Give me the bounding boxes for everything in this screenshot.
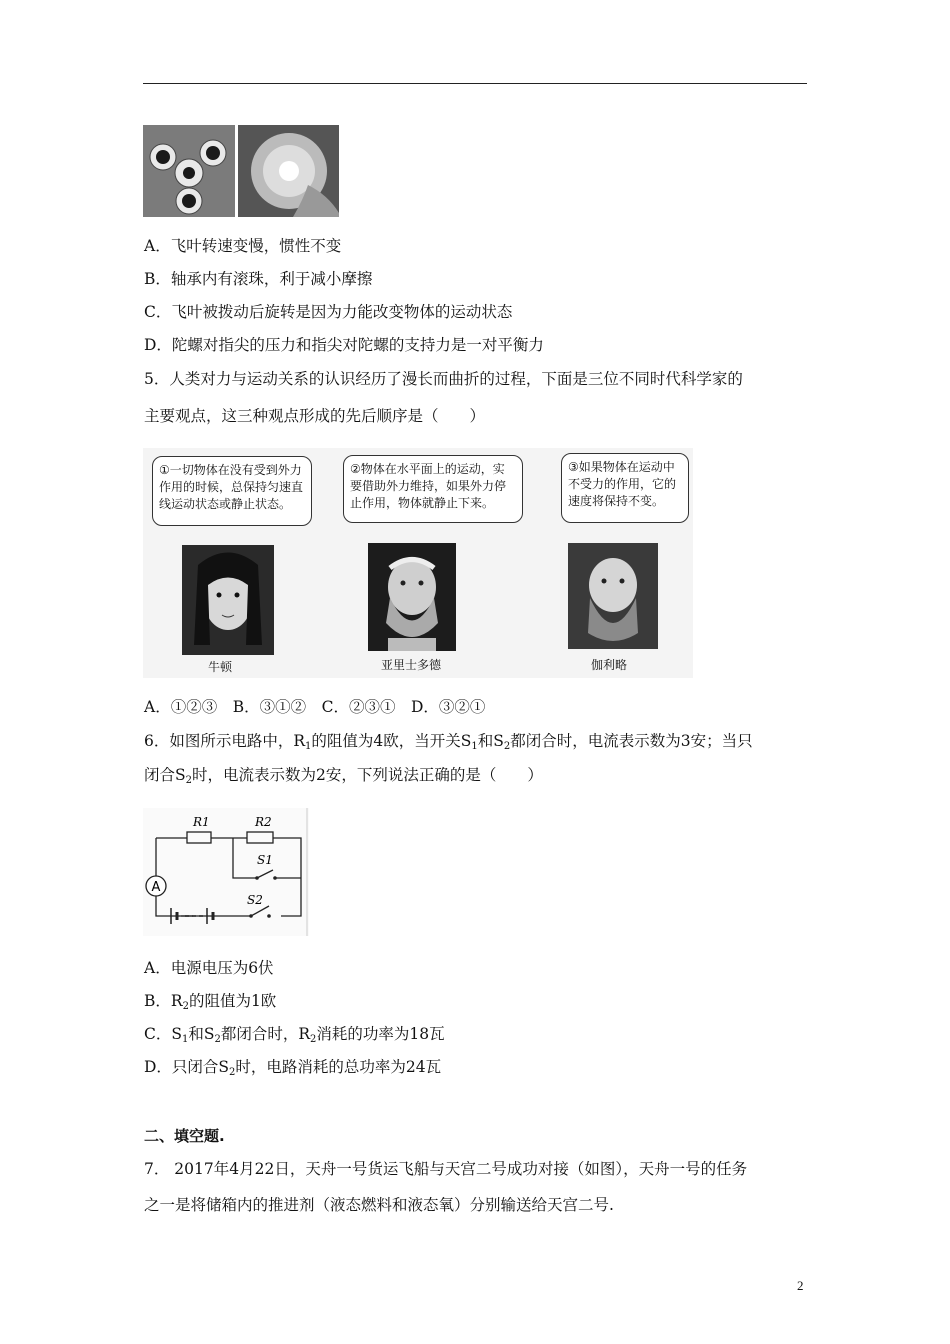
bubble-1-line2: 作用的时候，总保持匀速直 — [159, 480, 304, 494]
q6-option-d: D．只闭合$S_2$时，电路消耗的总功率为24瓦 — [144, 1058, 442, 1078]
q7-stem-line1: 7． 2017年4月22日，天舟一号货运飞船与天宫二号成功对接（如图），天舟一号的任务 — [144, 1160, 748, 1178]
circuit-diagram — [143, 808, 309, 936]
s1-label: S1 — [257, 853, 273, 867]
q5-options: A．①②③ B．③①② C．②③① D．③②① — [144, 698, 486, 716]
r1-label: R1 — [193, 815, 210, 829]
q7-stem-line2: 之一是将储箱内的推进剂（液态燃料和液态氧）分别输送给天宫二号. — [144, 1196, 614, 1214]
bubble-3-line3: 速度将保持不变。 — [568, 494, 665, 508]
scientists-figure — [143, 448, 693, 678]
galileo-speech-bubble — [561, 453, 689, 523]
q6-stem-line1: 6．如图所示电路中，$R_1$的阻值为4欧，当开关$S_1$和$S_2$都闭合时，电流表示数为3安；当只 — [144, 732, 753, 752]
q5-stem-line1: 5．人类对力与运动关系的认识经历了漫长而曲折的过程，下面是三位不同时代科学家的 — [144, 370, 743, 388]
bubble-2-line3: 止作用，物体就静止下来。 — [350, 496, 495, 510]
newton-speech-bubble — [152, 456, 312, 526]
newton-portrait — [182, 545, 274, 655]
q6-option-a: A．电源电压为6伏 — [144, 959, 274, 977]
ammeter-label: A — [151, 880, 161, 895]
section-title: 二、填空题. — [144, 1127, 225, 1145]
q5-stem-line2: 主要观点，这三种观点形成的先后顺序是（ ） — [144, 407, 486, 425]
bubble-2-line1: ②物体在水平面上的运动，实 — [350, 462, 505, 476]
bubble-1-line1: ①一切物体在没有受到外力 — [159, 463, 302, 477]
galileo-caption: 伽利略 — [591, 658, 628, 672]
bubble-3-line1: ③如果物体在运动中 — [568, 460, 675, 474]
q6-option-c: C．$S_1$和$S_2$都闭合时，$R_2$消耗的功率为18瓦 — [144, 1025, 445, 1045]
bubble-2-line2: 要借助外力维持，如果外力停 — [350, 479, 507, 493]
bubble-3-line2: 不受力的作用，它的 — [568, 477, 677, 491]
q4-option-b: B．轴承内有滚珠，利于减小摩擦 — [144, 270, 373, 288]
fidget-spinner-photo — [143, 125, 339, 220]
q4-option-c: C．飞叶被拨动后旋转是因为力能改变物体的运动状态 — [144, 303, 513, 321]
header-rule — [143, 83, 807, 84]
bubble-1-line3: 线运动状态或静止状态。 — [159, 497, 292, 511]
aristotle-caption: 亚里士多德 — [381, 658, 442, 672]
newton-caption: 牛顿 — [208, 660, 233, 674]
page-number: 2 — [797, 1278, 804, 1293]
galileo-portrait — [568, 543, 658, 649]
aristotle-speech-bubble — [343, 455, 523, 523]
q4-option-a: A．飞叶转速变慢，惯性不变 — [144, 237, 342, 255]
r2-label: R2 — [255, 815, 272, 829]
q4-option-d: D．陀螺对指尖的压力和指尖对陀螺的支持力是一对平衡力 — [144, 336, 544, 354]
aristotle-portrait — [368, 543, 456, 651]
s2-label: S2 — [247, 893, 263, 907]
q6-option-b: B．$R_2$的阻值为1欧 — [144, 992, 277, 1012]
q6-stem-line2: 闭合$S_2$时，电流表示数为2安，下列说法正确的是（ ） — [144, 766, 543, 786]
